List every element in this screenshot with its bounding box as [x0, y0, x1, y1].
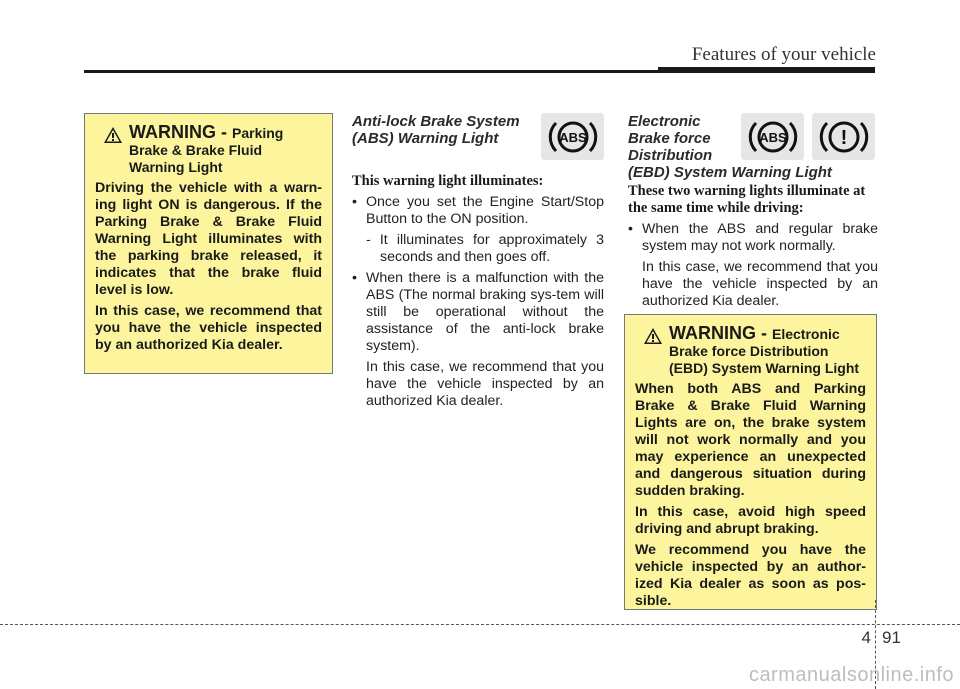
warning-box-ebd — [624, 314, 877, 610]
footer-divider — [0, 624, 960, 625]
warning-title-line: Parking — [232, 125, 284, 141]
section-title-line: Electronic — [628, 113, 701, 130]
watermark: carmanualsonline.info — [748, 664, 954, 686]
abs-paragraph: In this case, we recommend that you have the vehicle inspected by an authorized Kia dealer. — [366, 359, 604, 409]
exclamation-icon-label: ! — [840, 126, 847, 149]
abs-section-body — [352, 173, 604, 410]
brake-exclamation-icon — [819, 117, 869, 157]
warning-title-line: (EBD) System Warning Light — [669, 360, 860, 376]
abs-bullet: • When there is a malfunction with the ABS (The normal braking sys-tem will still be operational without the assistance of the anti-lock brake system). — [352, 270, 604, 355]
warning-title — [129, 124, 283, 176]
abs-bullet: • Once you set the Engine Start/Stop Button to the ON position. — [352, 194, 604, 228]
ebd-intro: These two warning lights illuminate at the same time while driving: — [628, 183, 866, 216]
ebd-section-body — [628, 183, 878, 310]
warning-word: WARNING - — [669, 323, 772, 343]
section-title-line: Brake force — [628, 130, 711, 147]
page-number: 91 — [882, 628, 901, 647]
abs-icon-label: ABS — [758, 129, 787, 145]
warning-triangle-icon — [103, 126, 123, 144]
warning-title-line: Brake & Brake Fluid — [129, 142, 263, 158]
warning-title-line: Brake force Distribution — [669, 343, 829, 359]
abs-warning-light-icon — [541, 113, 604, 160]
warning-triangle-icon — [643, 327, 663, 345]
ebd-abs-warning-light-icon — [741, 113, 804, 160]
abs-icon-label: ABS — [558, 129, 587, 145]
warning-paragraph: In this case, avoid high speed driving and abrupt braking. — [635, 504, 866, 537]
warning-paragraph: We recommend you have the vehicle inspected by an author-ized Kia dealer as soon as pos-sible. — [635, 542, 866, 609]
page-header-title: Features of your vehicle — [691, 44, 876, 65]
section-title-line: Distribution — [628, 147, 713, 164]
abs-intro: This warning light illuminates: — [352, 173, 544, 189]
warning-header — [635, 325, 866, 377]
brake-warning-light-icon — [812, 113, 875, 160]
warning-title — [669, 325, 859, 377]
warning-header — [95, 124, 322, 176]
warning-box-parking-brake — [84, 113, 333, 374]
ebd-paragraph: In this case, we recommend that you have the vehicle inspected by an authorized Kia dealer. — [642, 259, 878, 309]
header-rule-accent — [658, 67, 875, 72]
ebd-bullet: • When the ABS and regular brake system may not work normally. — [628, 221, 878, 255]
abs-icon — [748, 117, 798, 157]
warning-paragraph: Driving the vehicle with a warn-ing light ON is dangerous. If the Parking Brake & Brake Fluid Warning Light illuminates with the parking brake released, it indicates that the brake fluid level is low. — [95, 180, 322, 298]
abs-icon — [548, 117, 598, 157]
warning-title-line: Warning Light — [129, 159, 223, 175]
section-title-line: (EBD) System Warning Light — [628, 164, 832, 181]
abs-sub-item: - It illuminates for approximately 3 seconds and then goes off. — [366, 232, 604, 265]
section-title-line: (ABS) Warning Light — [352, 130, 499, 147]
warning-paragraph: In this case, we recommend that you have the vehicle inspected by an authorized Kia dealer. — [95, 303, 322, 353]
warning-paragraph: When both ABS and Parking Brake & Brake Fluid Warning Lights are on, the brake system will not work normally and you may experience an unexpected and dangerous situation during sudden braking. — [635, 381, 866, 499]
abs-section-title — [352, 113, 537, 147]
section-title-line: Anti-lock Brake System — [352, 113, 520, 130]
section-number: 4 — [861, 628, 871, 647]
warning-word: WARNING - — [129, 122, 232, 142]
warning-title-line: Electronic — [772, 326, 840, 342]
